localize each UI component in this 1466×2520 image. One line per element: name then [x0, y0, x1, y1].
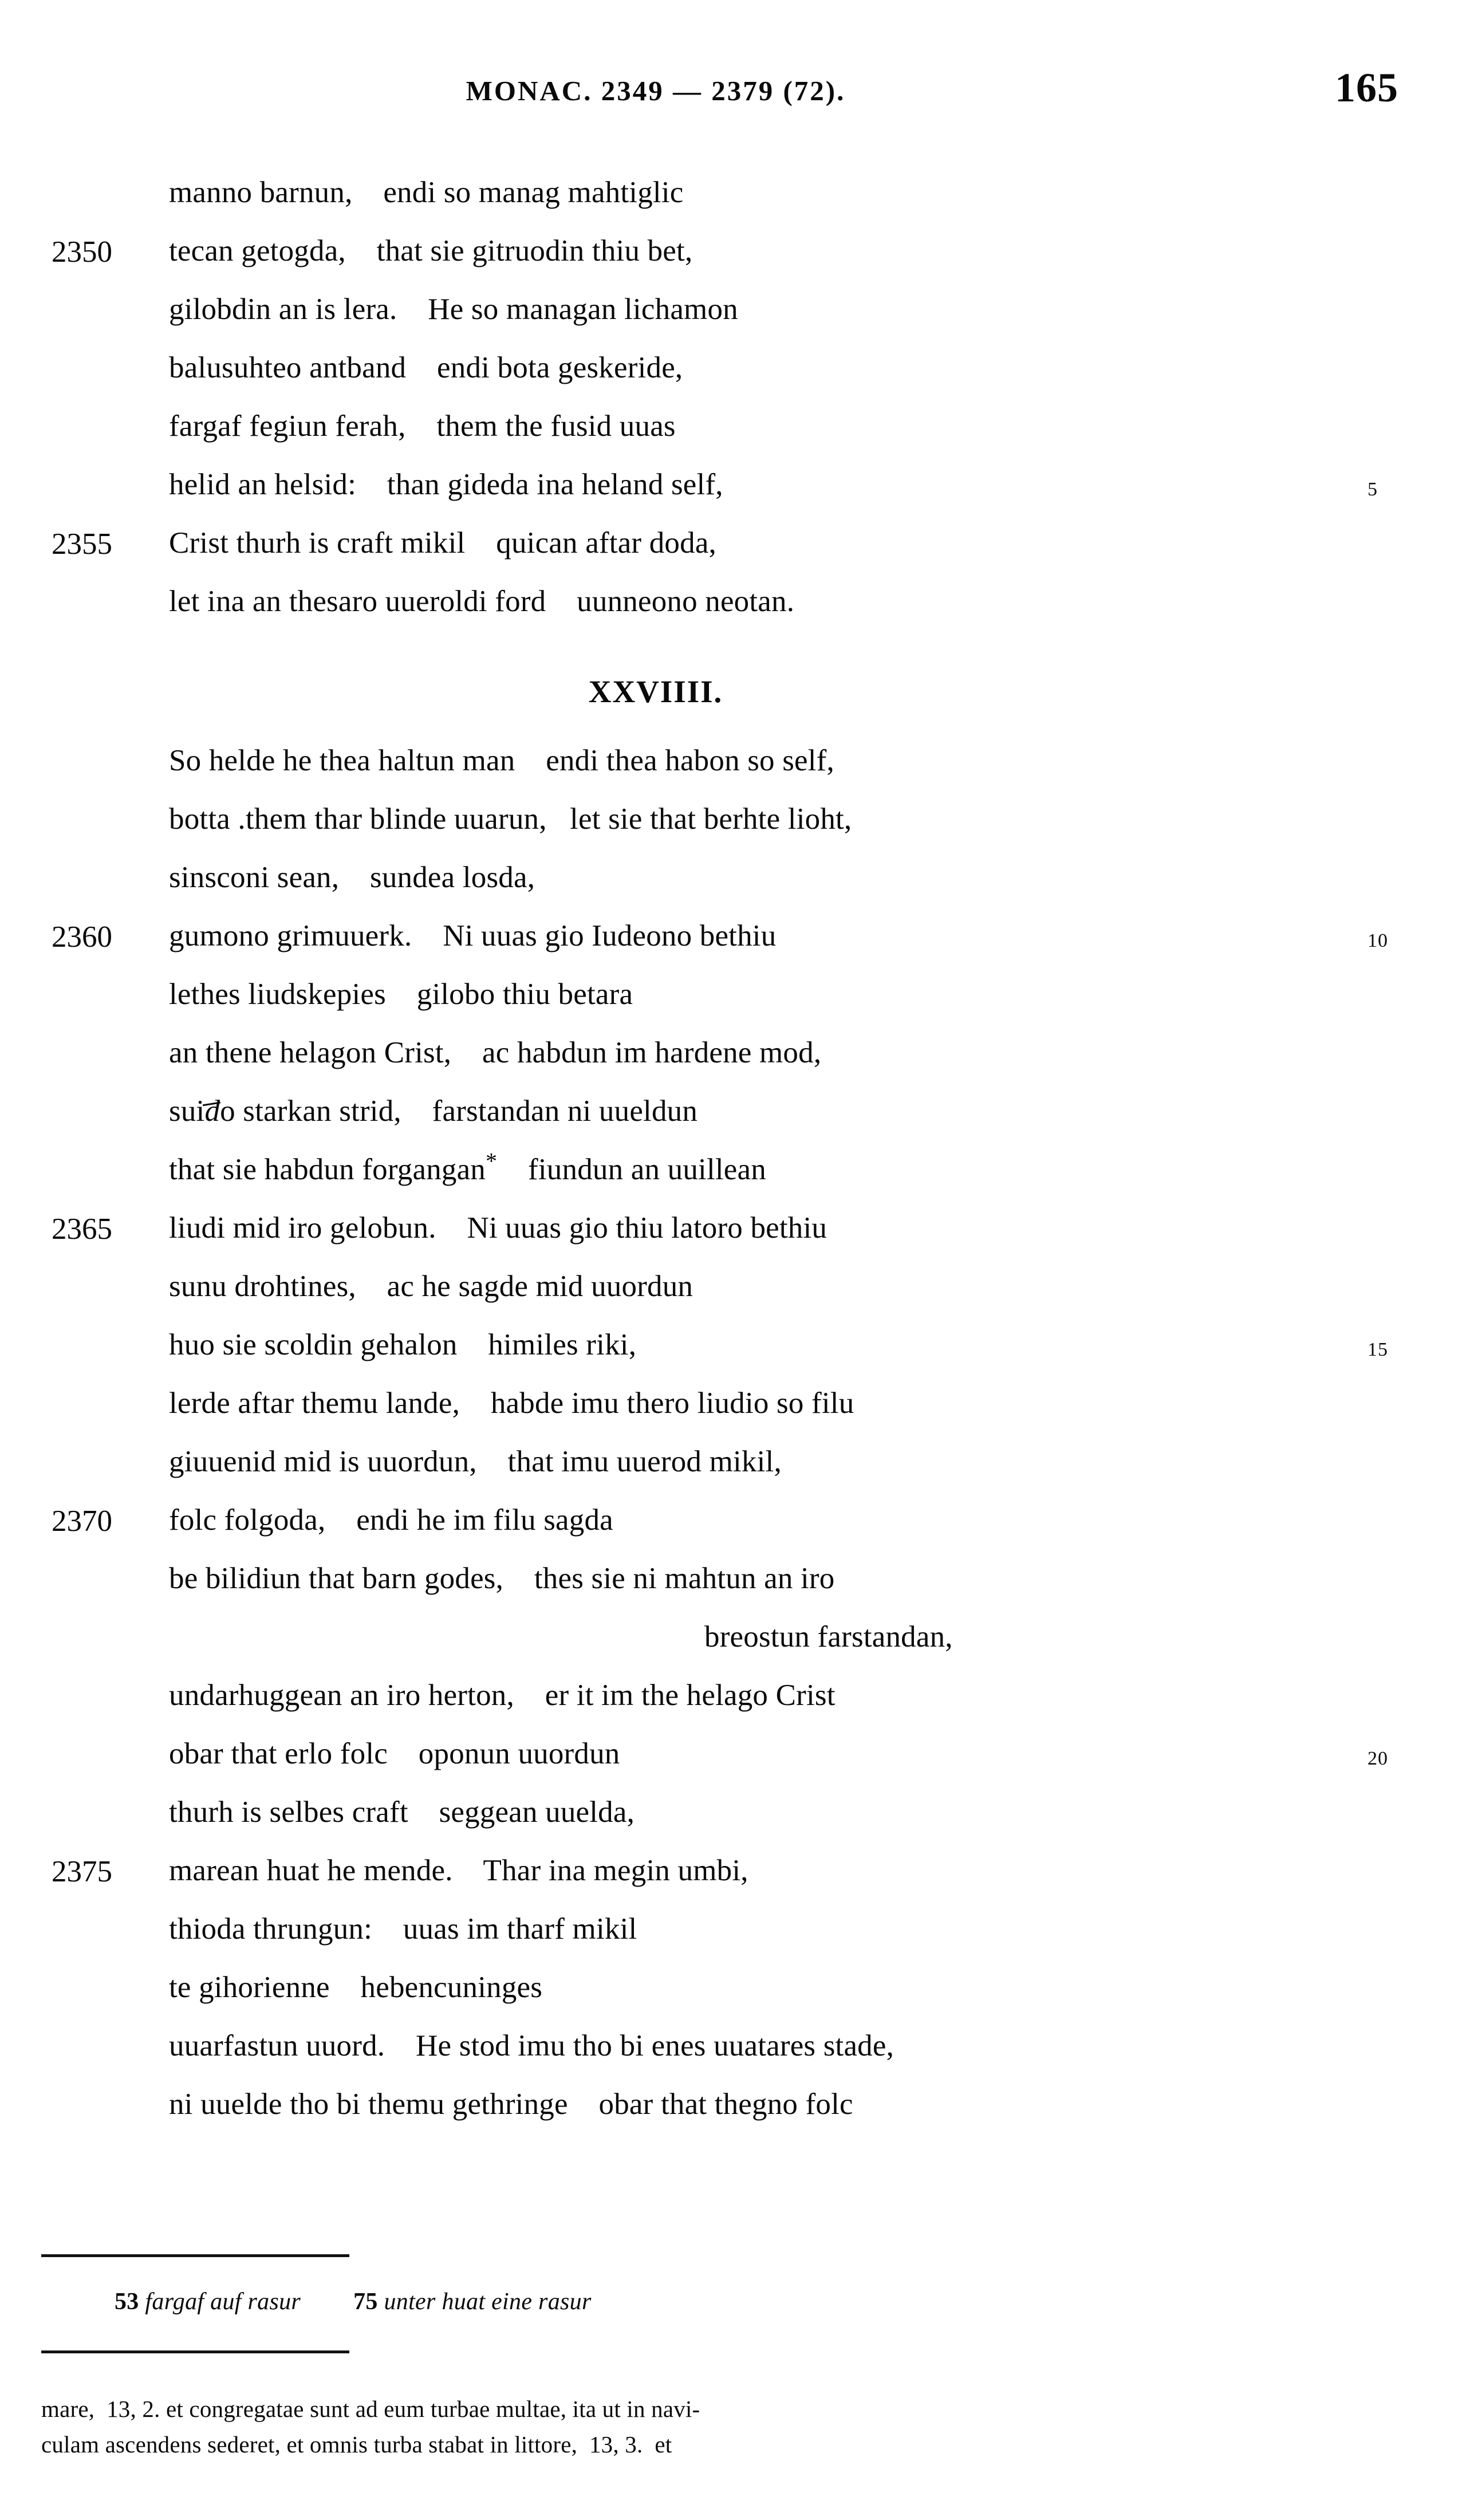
verse-line — [0, 915, 1466, 974]
verse-line — [0, 740, 1466, 798]
verse-line-text: an thene helagon Crist, ac habdun im hardene mod, — [169, 1036, 822, 1069]
verse-line-text: obar that erlo folc oponun uuordun — [169, 1737, 620, 1770]
section-heading — [0, 639, 1466, 740]
running-head-title: MONAC. 2349 — 2379 (72). — [466, 75, 846, 107]
verse-line-number: 2350 — [52, 235, 112, 269]
verse-line — [0, 230, 1466, 289]
footnote-text: unter huat eine rasur — [384, 2289, 592, 2315]
verse-line — [0, 1149, 1466, 1207]
verse-line — [0, 1733, 1466, 1791]
verse-line — [0, 522, 1466, 581]
margin-line-marker: 5 — [1368, 479, 1378, 500]
verse-line — [0, 1499, 1466, 1558]
section-heading-text: XXVIIII. — [588, 674, 723, 709]
verse-line-text: gumono grimuuerk. Ni uuas gio Iudeono bethiu — [169, 919, 777, 952]
verse-line-text: be bilidiun that barn godes, thes sie ni mahtun an iro — [169, 1562, 835, 1595]
verse-line — [0, 464, 1466, 522]
verse-line — [0, 2084, 1466, 2142]
verse-line-text: that sie habdun forgangan* fiundun an uuillean — [169, 1148, 766, 1186]
verse-line — [0, 1324, 1466, 1383]
verse-line-text: So helde he thea haltun man endi thea habon so self, — [169, 744, 834, 777]
verse-line — [0, 1791, 1466, 1850]
verse-line-text: lethes liudskepies gilobo thiu betara — [169, 978, 633, 1011]
verse-line — [0, 1675, 1466, 1733]
verse-line-number: 2360 — [52, 920, 112, 954]
verse-line-text: helid an helsid: than gideda ina heland self, — [169, 468, 723, 501]
verse-line — [0, 347, 1466, 405]
verse-line-text: sunu drohtines, ac he sagde mid uuordun — [169, 1270, 693, 1303]
verse-line-text: te gihorienne hebencuninges — [169, 1971, 543, 2004]
verse-line-text: Crist thurh is craft mikil quican aftar doda, — [169, 526, 716, 560]
verse-line-text: balusuhteo antband endi bota geskeride, — [169, 351, 683, 384]
verse-line — [0, 1908, 1466, 1967]
verse-line-number: 2375 — [52, 1855, 112, 1888]
verse-line — [0, 798, 1466, 857]
verse-line — [0, 1850, 1466, 1908]
verse-line — [0, 857, 1466, 915]
verse-line — [0, 1090, 1466, 1149]
verse-line-text: breostun farstandan, — [704, 1620, 953, 1653]
verse-line — [0, 1207, 1466, 1266]
margin-line-marker: 10 — [1368, 930, 1388, 951]
verse-line-number: 2355 — [52, 527, 112, 561]
verse-line — [0, 1616, 1466, 1675]
verse-line-text: huo sie scoldin gehalon himiles riki, — [169, 1328, 637, 1361]
verse-line-text: undarhuggean an iro herton, er it im the helago Crist — [169, 1679, 836, 1712]
verse-line-text: folc folgoda, endi he im filu sagda — [169, 1503, 613, 1537]
verse-line — [0, 1383, 1466, 1441]
verse-line-text: fargaf fegiun ferah, them the fusid uuas — [169, 410, 676, 443]
footnote-text: fargaf auf rasur — [145, 2289, 301, 2315]
verse-line-text: gilobdin an is lera. He so managan lichamon — [169, 293, 738, 326]
footnote-asterisk-marker: * — [486, 1148, 498, 1174]
stroked-d-glyph: d — [204, 1094, 220, 1128]
verse-line-text: sinsconi sean, sundea losda, — [169, 861, 535, 894]
verse-line — [0, 1558, 1466, 1616]
verse-line-text: tecan getogda, that sie gitruodin thiu bet, — [169, 234, 693, 267]
verse-line-text: thioda thrungun: uuas im tharf mikil — [169, 1912, 637, 1946]
verse-line — [0, 172, 1466, 230]
verse-line — [0, 1967, 1466, 2025]
verse-line — [0, 974, 1466, 1032]
latin-apparatus-line-2: culam ascendens sederet, et omnis turba stabat in littore, 13, 3. et — [41, 2431, 672, 2458]
margin-line-marker: 20 — [1368, 1748, 1388, 1769]
footnote-apparatus — [115, 2288, 592, 2316]
verse-line-text: ni uuelde tho bi themu gethringe obar that thegno folc — [169, 2088, 853, 2121]
footnote-rule-top — [41, 2254, 349, 2257]
verse-line — [0, 1266, 1466, 1324]
latin-apparatus — [41, 2391, 1427, 2462]
footnote-rule-bottom — [41, 2350, 349, 2353]
verse-line — [0, 289, 1466, 347]
verse-line — [0, 405, 1466, 464]
verse-line-text: botta .them thar blinde uuarun, let sie that berhte lioht, — [169, 802, 852, 836]
verse-line-number: 2365 — [52, 1212, 112, 1246]
verse-line-text: suido starkan strid, farstandan ni uueldun — [169, 1094, 698, 1128]
footnote-line-number: 75 — [353, 2289, 378, 2315]
verse-line-text: lerde aftar themu lande, habde imu thero liudio so filu — [169, 1387, 854, 1420]
verse-line-text: let ina an thesaro uueroldi ford uunneono neotan. — [169, 585, 795, 618]
latin-apparatus-line-1: mare, 13, 2. et congregatae sunt ad eum turbae multae, ita ut in navi- — [41, 2396, 700, 2422]
verse-line-text: liudi mid iro gelobun. Ni uuas gio thiu latoro bethiu — [169, 1211, 827, 1245]
page-number: 165 — [1335, 65, 1398, 111]
verse-line-text: manno barnun, endi so manag mahtiglic — [169, 176, 684, 209]
verse-line-text: marean huat he mende. Thar ina megin umbi, — [169, 1854, 748, 1887]
footnote-line-number: 53 — [115, 2289, 139, 2315]
verse-line — [0, 1032, 1466, 1090]
verse-line — [0, 1441, 1466, 1499]
verse-line-text: uuarfastun uuord. He stod imu tho bi enes uuatares stade, — [169, 2029, 894, 2062]
verse-line-text: giuuenid mid is uuordun, that imu uuerod mikil, — [169, 1445, 782, 1478]
margin-line-marker: 15 — [1368, 1339, 1388, 1360]
verse-line — [0, 581, 1466, 639]
running-head — [0, 65, 1466, 126]
verse-line-number: 2370 — [52, 1505, 112, 1538]
verse-body — [0, 172, 1466, 2142]
verse-line-text: thurh is selbes craft seggean uuelda, — [169, 1796, 635, 1829]
verse-line — [0, 2025, 1466, 2084]
